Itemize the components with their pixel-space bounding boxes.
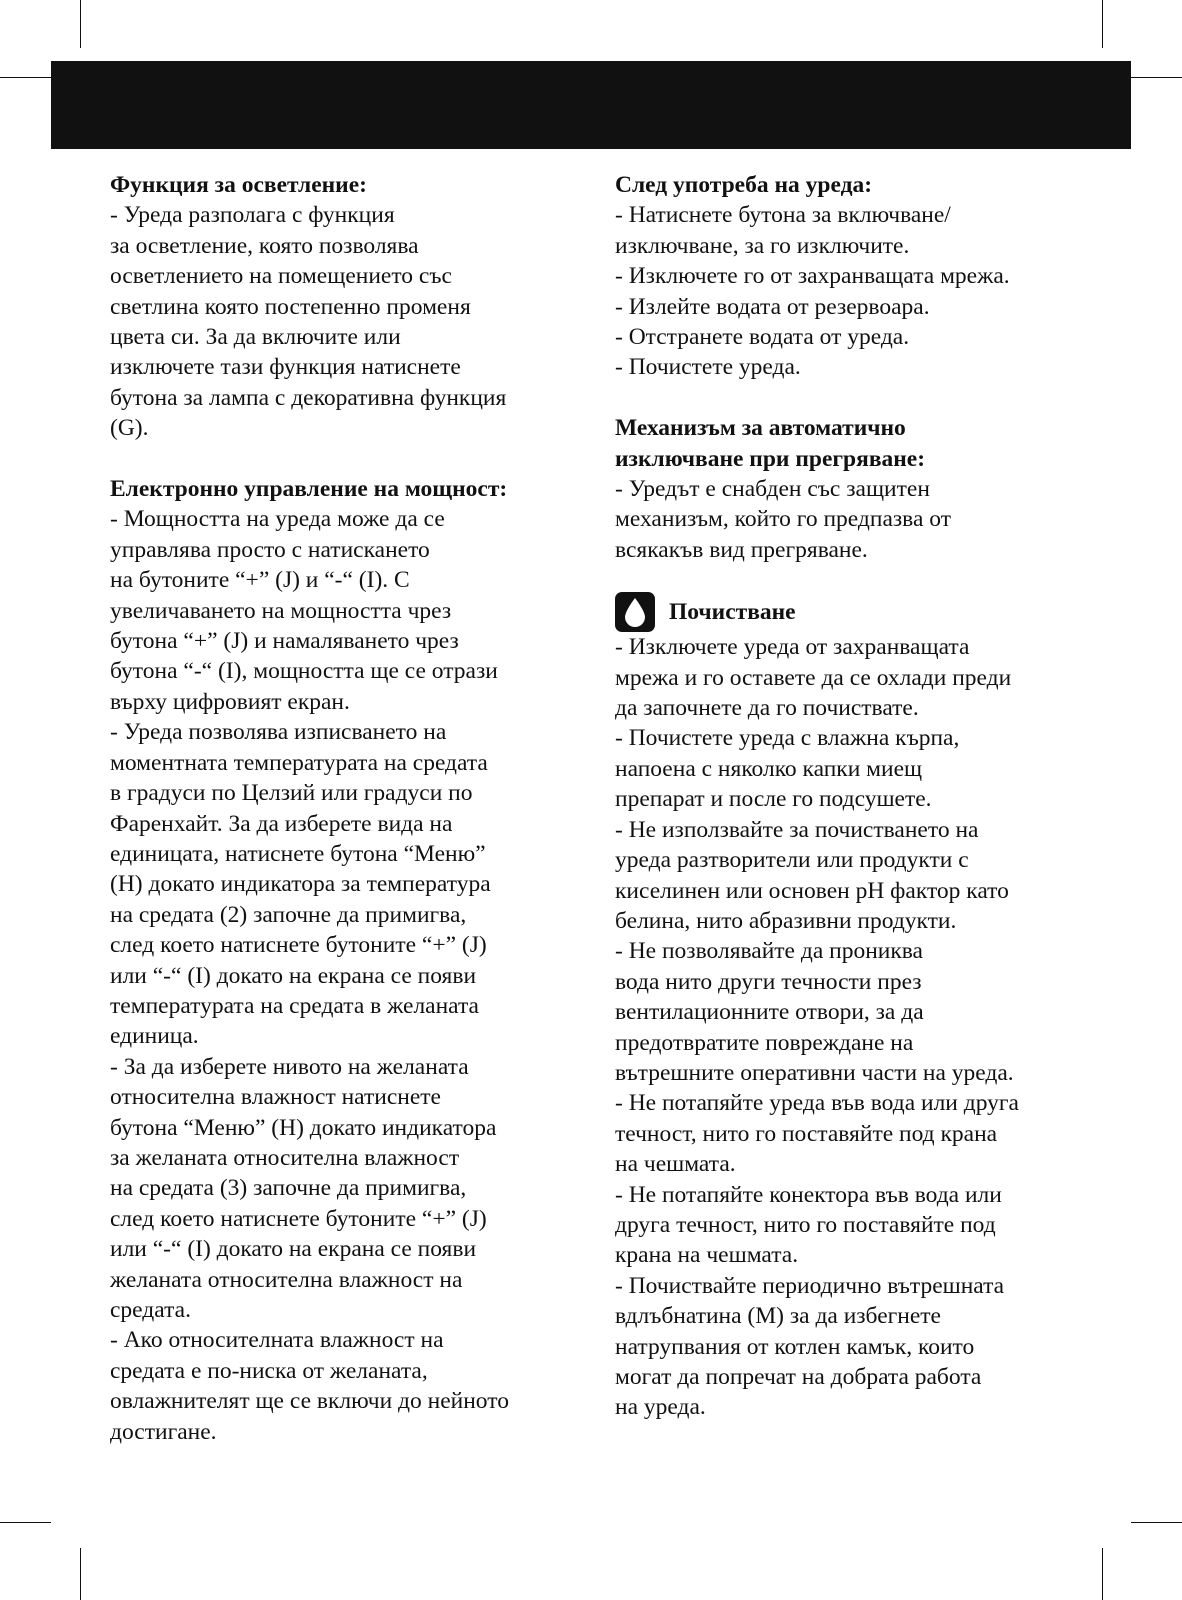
text-line: на средата (2) започне да примигва,: [110, 901, 467, 928]
text-line: - Натиснете бутона за включване/: [615, 202, 951, 229]
text-line: всякакъв вид прегряване.: [615, 536, 868, 563]
text-line: (H) докато индикатора за температура: [110, 871, 491, 898]
water-drop-icon: [615, 592, 655, 632]
text-line: - Почиствайте периодично вътрешната: [615, 1272, 1005, 1299]
text-line: желаната относителна влажност на: [110, 1266, 463, 1293]
crop-mark: [80, 0, 81, 48]
text-line: овлажнителят ще се включи до нейното: [110, 1388, 509, 1415]
cleaning-section: [615, 592, 1135, 1423]
text-line: друга течност, нито го поставяйте под: [615, 1211, 996, 1238]
text-line: - Не потапяйте конектора във вода или: [615, 1181, 1002, 1208]
text-line: (G).: [110, 415, 149, 442]
text-line: Фаренхайт. За да изберете вида на: [110, 810, 453, 837]
lighting-body: [110, 200, 580, 443]
cleaning-body: [615, 632, 1135, 1423]
overheat-body: [615, 474, 1135, 565]
text-line: бутона “-“ (I), мощността ще се отрази: [110, 658, 498, 685]
left-column: [110, 170, 580, 1447]
power-section: [110, 474, 580, 1447]
crop-mark: [1102, 0, 1103, 48]
crop-mark: [1131, 77, 1182, 78]
text-line: - Мощността на уреда може да се: [110, 506, 445, 533]
text-line: или “-“ (I) докато на екрана се появи: [110, 962, 477, 989]
text-line: осветлението на помещението със: [110, 263, 452, 290]
text-line: за желаната относителна влажност: [110, 1144, 460, 1171]
overheat-section: [615, 413, 1135, 565]
text-line: - Ако относителната влажност на: [110, 1327, 444, 1354]
text-line: - Отстранете водата от уреда.: [615, 324, 910, 351]
text-line: температурата на средата в желаната: [110, 992, 479, 1019]
text-line: на уреда.: [615, 1394, 706, 1421]
text-line: моментната температурата на средата: [110, 749, 488, 776]
crop-mark: [1131, 1522, 1182, 1523]
text-line: - За да изберете нивото на желаната: [110, 1053, 469, 1080]
text-line: - Почистете уреда с влажна кърпа,: [615, 725, 960, 752]
text-line: да започнете да го почиствате.: [615, 695, 919, 722]
text-line: цвета си. За да включите или: [110, 324, 401, 351]
text-line: могат да попречат на добрата работа: [615, 1364, 982, 1391]
overheat-heading-line: изключване при прегряване:: [615, 445, 926, 472]
text-line: - Уреда позволява изписването на: [110, 719, 447, 746]
crop-mark: [80, 1548, 81, 1600]
text-line: белина, нито абразивни продукти.: [615, 907, 957, 934]
text-line: на чешмата.: [615, 1151, 736, 1178]
text-line: единицата, натиснете бутона “Меню”: [110, 840, 486, 867]
text-line: на бутоните “+” (J) и “-“ (I). С: [110, 567, 410, 594]
text-line: - Почистете уреда.: [615, 354, 801, 381]
text-line: управлява просто с натискането: [110, 536, 430, 563]
text-line: крана на чешмата.: [615, 1242, 799, 1269]
text-line: бутона “Меню” (H) докато индикатора: [110, 1114, 497, 1141]
text-line: - Излейте водата от резервоара.: [615, 293, 930, 320]
text-line: след което натиснете бутоните “+” (J): [110, 932, 487, 959]
overheat-heading-line: Механизъм за автоматично: [615, 415, 906, 442]
text-line: в градуси по Целзий или градуси по: [110, 780, 473, 807]
text-line: вентилационните отвори, за да: [615, 999, 924, 1026]
text-line: вътрешните оперативни части на уреда.: [615, 1059, 1014, 1086]
text-line: относителна влажност натиснете: [110, 1084, 441, 1111]
text-line: механизъм, който го предпазва от: [615, 506, 951, 533]
power-heading: Електронно управление на мощност:: [110, 476, 508, 503]
cleaning-heading-row: [615, 592, 1135, 632]
text-line: достигане.: [110, 1418, 217, 1445]
text-line: мрежа и го оставете да се охлади преди: [615, 664, 1012, 691]
text-line: - Изключете уреда от захранващата: [615, 634, 970, 661]
right-column: [615, 170, 1135, 1423]
crop-mark: [0, 1522, 51, 1523]
text-line: бутона “+” (J) и намаляването чрез: [110, 628, 459, 655]
text-line: единица.: [110, 1023, 199, 1050]
text-line: - Уреда разполага с функция: [110, 202, 395, 229]
text-line: след което натиснете бутоните “+” (J): [110, 1205, 487, 1232]
text-line: напоена с няколко капки миещ: [615, 755, 923, 782]
crop-mark: [0, 77, 51, 78]
text-line: изключете тази функция натиснете: [110, 354, 461, 381]
lighting-section: [110, 170, 580, 444]
text-line: средата е по-ниска от желаната,: [110, 1357, 428, 1384]
text-line: или “-“ (I) докато на екрана се появи: [110, 1236, 477, 1263]
text-line: - Не позволявайте да прониква: [615, 938, 923, 965]
lighting-heading: Функция за осветление:: [110, 172, 367, 198]
text-line: киселинен или основен pH фактор като: [615, 877, 1009, 904]
text-line: вдлъбнатина (M) за да избегнете: [615, 1303, 941, 1330]
power-body: [110, 504, 580, 1447]
after-use-body: [615, 200, 1135, 382]
text-line: натрупвания от котлен камък, които: [615, 1333, 975, 1360]
cleaning-heading: Почистване: [669, 599, 796, 626]
after-use-heading: След употреба на уреда:: [615, 172, 873, 198]
text-line: - Изключете го от захранващата мрежа.: [615, 263, 1010, 290]
text-line: на средата (3) започне да примигва,: [110, 1175, 467, 1202]
text-line: за осветление, която позволява: [110, 232, 419, 259]
text-line: средата.: [110, 1297, 191, 1324]
text-line: течност, нито го поставяйте под крана: [615, 1120, 998, 1147]
header-bar: [51, 61, 1131, 149]
after-use-section: [615, 170, 1135, 383]
text-line: - Не използвайте за почистването на: [615, 816, 979, 843]
text-line: изключване, за го изключите.: [615, 232, 910, 259]
text-line: върху цифровият екран.: [110, 688, 350, 715]
text-line: уреда разтворители или продукти с: [615, 847, 969, 874]
text-line: - Уредът е снабден със защитен: [615, 476, 930, 503]
text-line: предотвратите повреждане на: [615, 1029, 914, 1056]
text-line: увеличаването на мощността чрез: [110, 597, 452, 624]
text-line: - Не потапяйте уреда във вода или друга: [615, 1090, 1019, 1117]
crop-mark: [1102, 1548, 1103, 1600]
text-line: светлина която постепенно променя: [110, 293, 471, 320]
text-line: препарат и после го подсушете.: [615, 786, 932, 813]
text-line: бутона за лампа с декоративна функция: [110, 384, 507, 411]
text-line: вода нито други течности през: [615, 968, 922, 995]
